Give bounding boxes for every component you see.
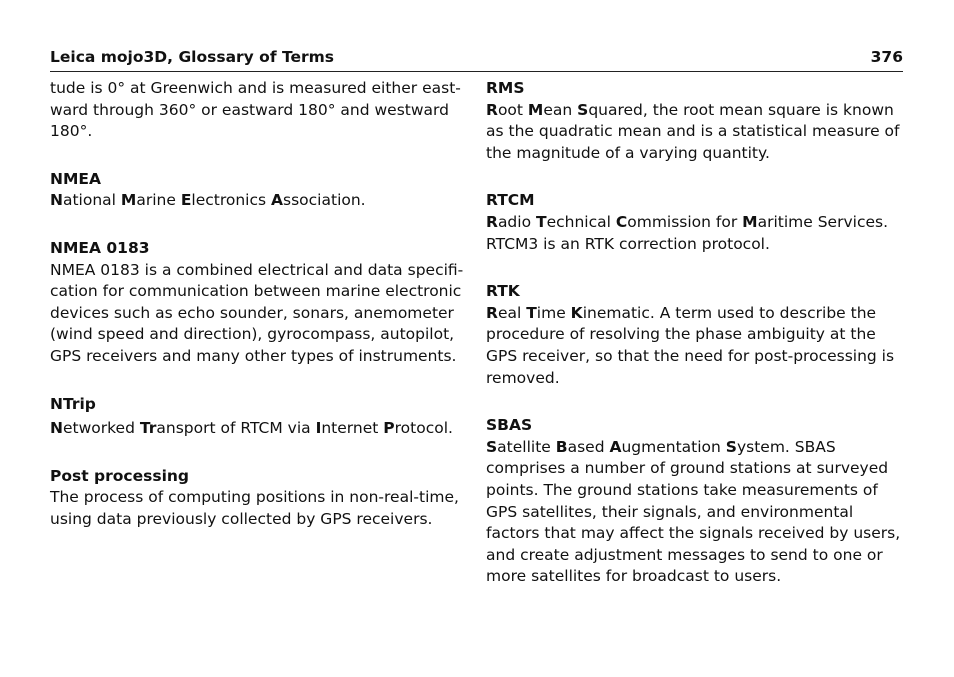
entry-rtcm: RTCM Radio Technical Commission for Maritime Services. RTCM3 is an RTK correction protocol. bbox=[486, 190, 904, 255]
term-post-processing: Post processing bbox=[50, 466, 190, 485]
right-column bbox=[486, 78, 904, 588]
entry-ntrip bbox=[50, 394, 468, 440]
term-nmea: NMEA bbox=[50, 169, 101, 188]
entry-nmea-0183: NMEA 0183 NMEA 0183 is a combined electrical and data specifi- cation for communication between marine electronic devices such as echo sounder, sonars, anemometer (wind speed and direction), gyrocompass, autopilot, GPS receivers and many other types of instruments. bbox=[50, 238, 468, 368]
entry-rtk: RTK Real Time Kinematic. A term used to describe the procedure of resolving the phase ambiguity at the GPS receiver, so that the need for post-processing is removed. bbox=[486, 281, 904, 389]
term-sbas: SBAS bbox=[486, 416, 533, 435]
header-title: Leica mojo3D, Glossary of Terms bbox=[50, 48, 335, 66]
entry-post-processing: Post processing The process of computing positions in non-real-time, using data previously collected by GPS receivers. bbox=[50, 466, 468, 531]
page-header bbox=[50, 44, 903, 66]
page-number: 376 bbox=[870, 48, 903, 66]
entry-continuation: tude is 0° at Greenwich and is measured either east- ward through 360° or eastward 180° and westward 180°. bbox=[50, 79, 461, 141]
entry-rms: RMS Root Mean Squared, the root mean square is known as the quadratic mean and is a statistical measure of the magnitude of a varying quantity. bbox=[486, 78, 904, 164]
header-rule bbox=[50, 71, 903, 72]
left-column bbox=[50, 78, 468, 531]
term-rms: RMS bbox=[486, 79, 525, 97]
def-nmea: National Marine Electronics Association. bbox=[50, 191, 366, 210]
term-nmea-0183: NMEA 0183 bbox=[50, 238, 150, 257]
term-rtk: RTK bbox=[486, 282, 520, 301]
term-ntrip: NTrip bbox=[50, 394, 96, 413]
term-rtcm: RTCM bbox=[486, 191, 535, 210]
entry-sbas: SBAS Satellite Based Augmentation System. SBAS comprises a number of ground stations at surveyed points. The ground stations take measurements of GPS satellites, their signals, and environmental factors that may affect the signals received by users, and create adjustment messages to send to one or more satellites for broadcast to users. bbox=[486, 415, 904, 588]
def-ntrip: Networked Transport of RTCM via Internet Protocol. bbox=[50, 419, 453, 438]
entry-nmea bbox=[50, 169, 468, 212]
